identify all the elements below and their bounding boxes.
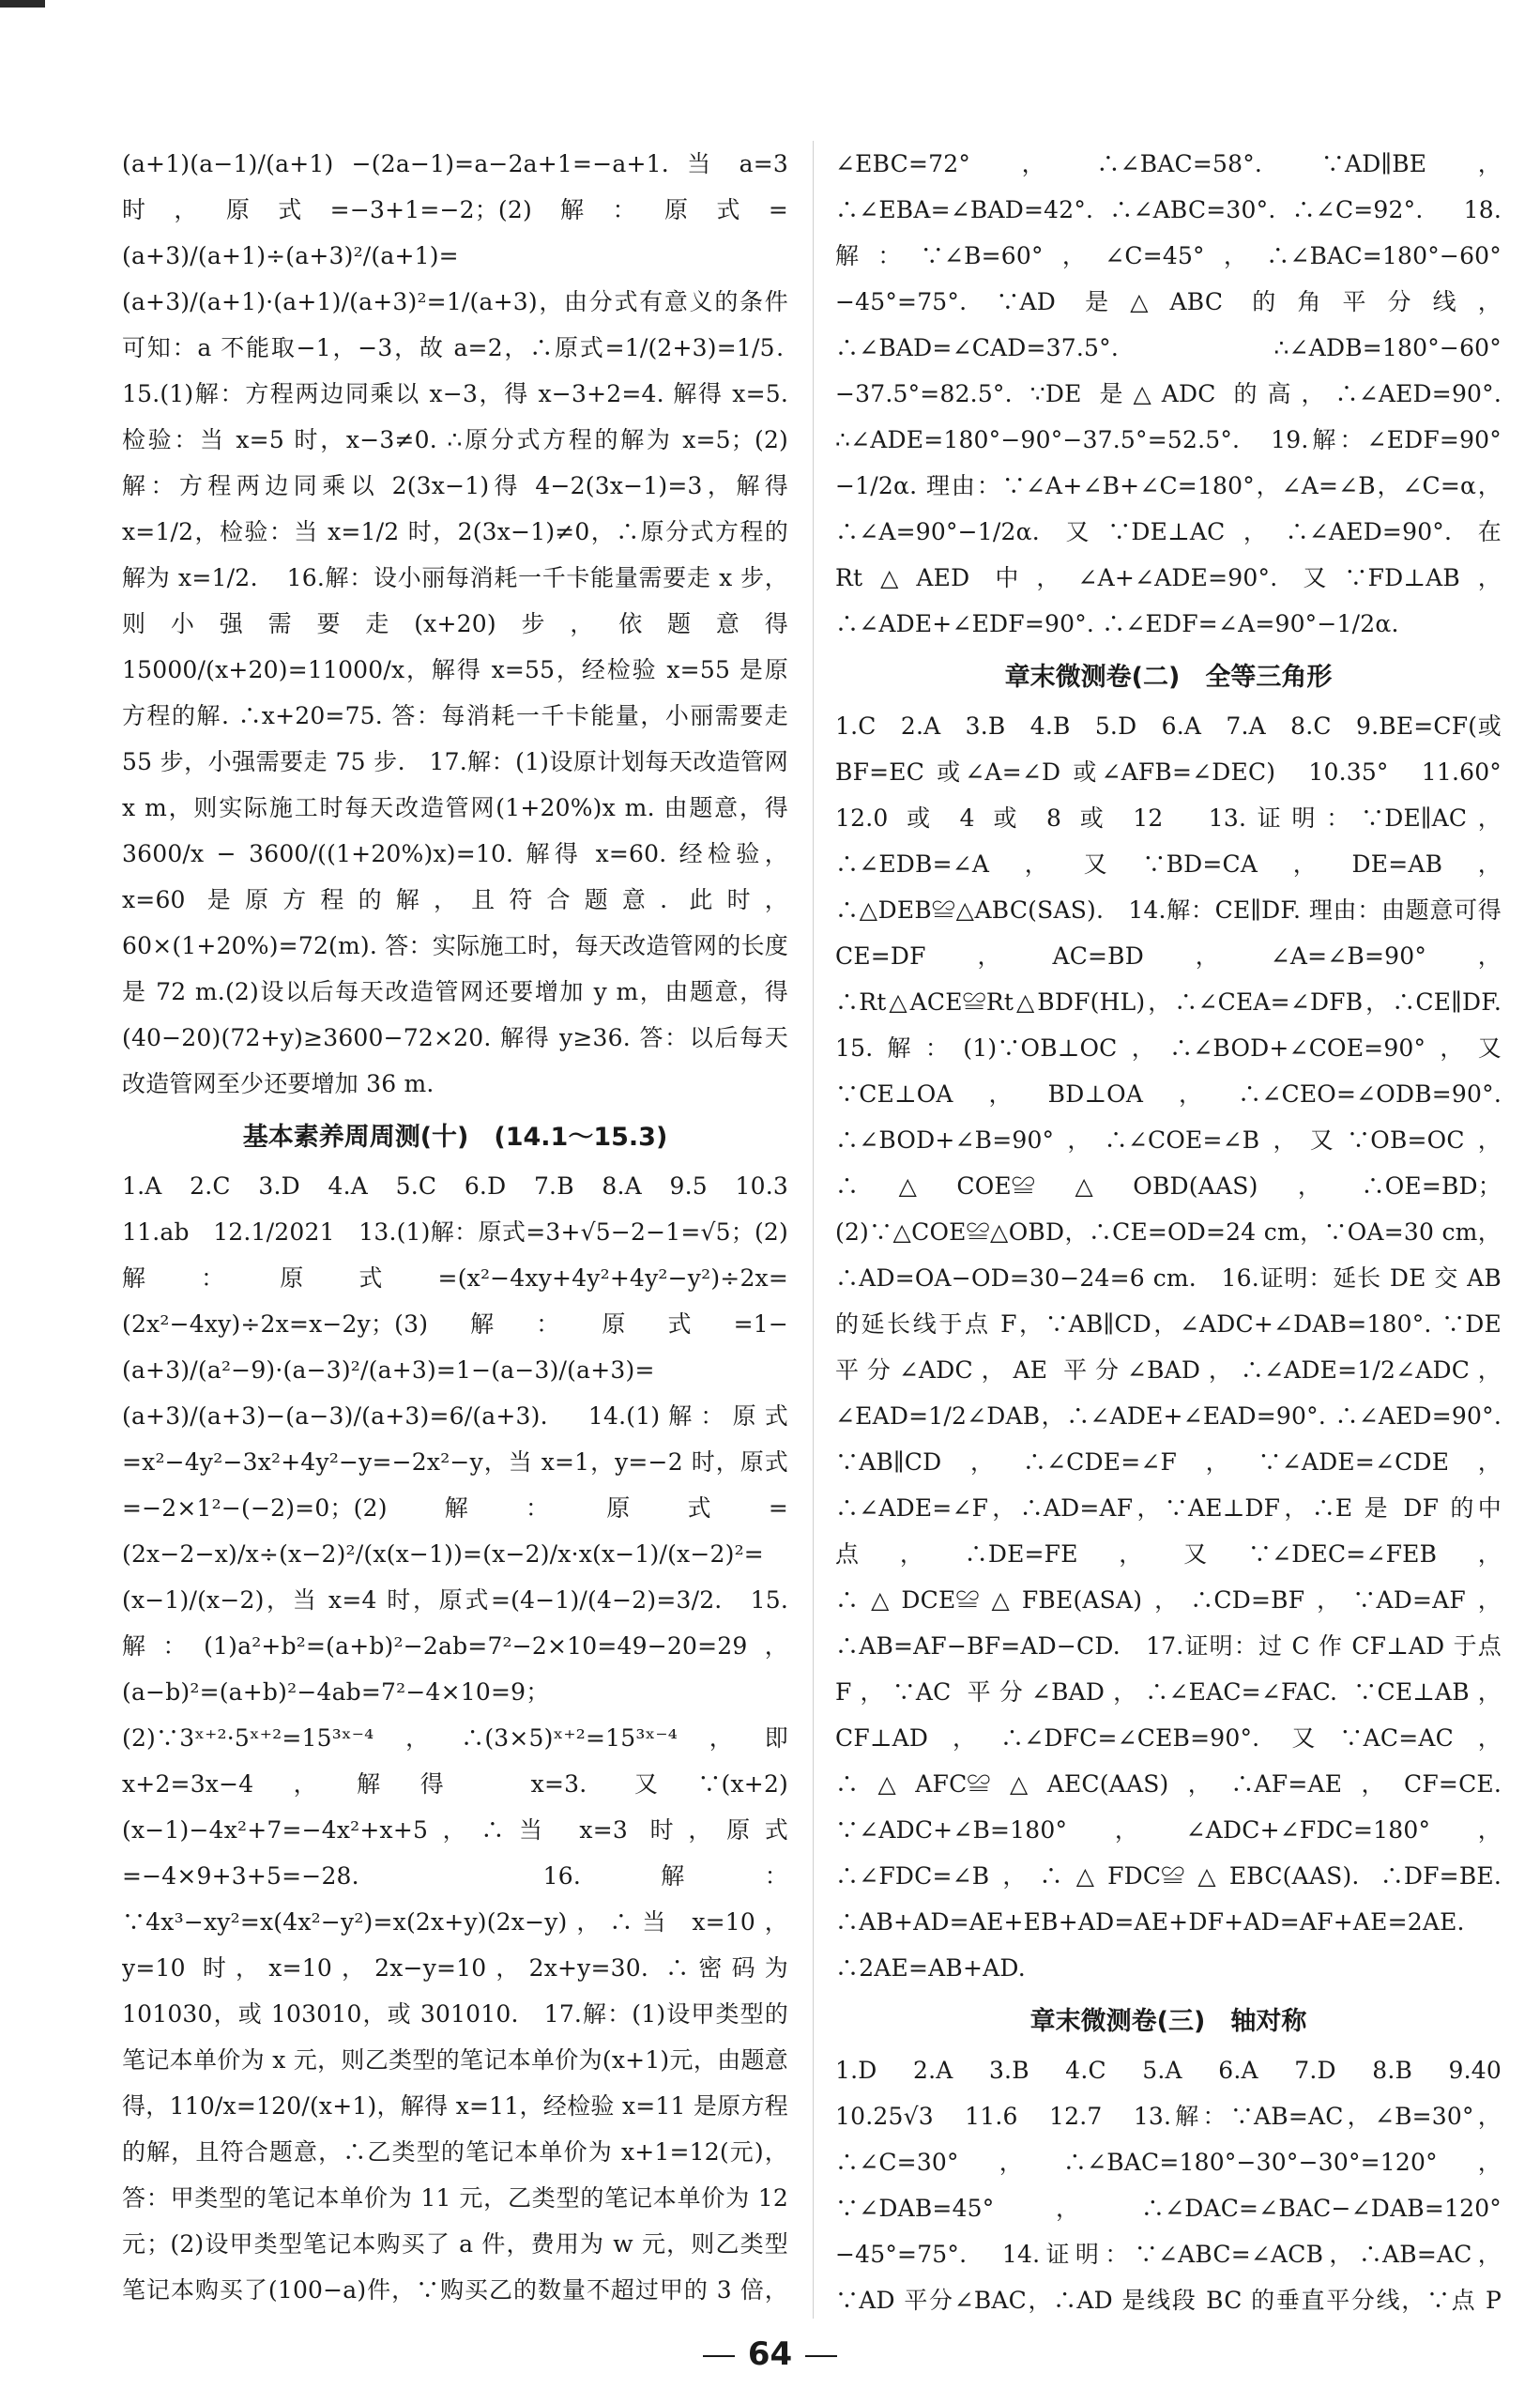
left-para-2: 1.A 2.C 3.D 4.A 5.C 6.D 7.B 8.A 9.5 10.3 11.ab 12.1/2021 13.(1)解：原式=3+√5−2−1=√5；(2)解：原式=(x²−4xy+4y²+4y²−y²)÷2x=(2x²−4xy)÷2x=x−2y；(3)解：原式=1−(a+3)/(a²−9)·(a−3)²/(a+3)=1−(a−3)/(a+3)=(a+3)/(a+3)−(a−3)/(a+3)=6/(a+3). 14.(1)解：原式=x²−4y²−3x²+4y²−y=−2x²−y，当 x=1，y=−2 时，原式=−2×1²−(−2)=0；(2)解：原式=(2x−2−x)/x÷(x−2)²/(x(x−1))=(x−2)/x·x(x−1)/(x−2)²=(x−1)/(x−2)，当 x=4 时，原式=(4−1)/(4−2)=3/2. 15.解：(1)a²+b²=(a+b)²−2ab=7²−2×10=49−20=29，(a−b)²=(a+b)²−4ab=7²−4×10=9；(2)∵3ˣ⁺²·5ˣ⁺²=15³ˣ⁻⁴，∴(3×5)ˣ⁺²=15³ˣ⁻⁴，即 x+2=3x−4，解得 x=3. 又∵(x+2)(x−1)−4x²+7=−4x²+x+5，∴当 x=3 时，原式=−4×9+3+5=−28. 16.解：∵4x³−xy²=x(4x²−y²)=x(2x+y)(2x−y)，∴当 x=10，y=10 时，x=10，2x−y=10，2x+y=30. ∴密码为 101030，或 103010，或 301010. 17.解：(1)设甲类型的笔记本单价为 x 元，则乙类型的笔记本单价为(x+1)元，由题意得，110/x=120/(x+1)，解得 x=11，经检验 x=11 是原方程的解，且符合题意，∴乙类型的笔记本单价为 x+1=12(元)，答：甲类型的笔记本单价为 11 元，乙类型的笔记本单价为 12 元；(2)设甲类型笔记本购买了 a 件，费用为 w 元，则乙类型笔记本购买了(100−a)件，∵购买乙的数量不超过甲的 3 倍， [122, 1172, 788, 2304]
right-para-3: 1.D 2.A 3.B 4.C 5.A 6.A 7.D 8.B 9.40 10.25√3 11.6 12.7 13.解：∵AB=AC，∠B=30°，∴∠C=30°，∴∠BAC=180°−30°−30°=120°，∵∠DAB=45°，∴∠DAC=∠BAC−∠DAB=120°−45°=75°. 14.证明：∵∠ABC=∠ACB，∴AB=AC，∵AD 平分∠BAC，∴AD 是线段 BC 的垂直平分线，∵点 P [835, 2057, 1502, 2314]
right-heading-1: 章末微测卷(二) 全等三角形 [1004, 663, 1333, 692]
top-corner-bar [0, 0, 45, 8]
page-number-value: 64 [747, 2335, 793, 2373]
right-heading-2: 章末微测卷(三) 轴对称 [1029, 2007, 1307, 2036]
page-number-left-dash [703, 2355, 735, 2357]
right-para-2: 1.C 2.A 3.B 4.B 5.D 6.A 7.A 8.C 9.BE=CF(或 BF=EC 或∠A=∠D 或∠AFB=∠DEC) 10.35° 11.60° 12.0 或 4 或 8 或 12 13.证明：∵DE∥AC，∴∠EDB=∠A，又∵BD=CA，DE=AB，∴△DEB≌△ABC(SAS). 14.解：CE∥DF. 理由：由题意可得 CE=DF，AC=BD，∠A=∠B=90°，∴Rt△ACE≌Rt△BDF(HL)，∴∠CEA=∠DFB，∴CE∥DF. 15.解：(1)∵OB⊥OC，∴∠BOD+∠COE=90°，又∵CE⊥OA，BD⊥OA，∴∠CEO=∠ODB=90°. ∴∠BOD+∠B=90°，∴∠COE=∠B，又∵OB=OC，∴△COE≌△OBD(AAS)，∴OE=BD；(2)∵△COE≌△OBD，∴CE=OD=24 cm，∵OA=30 cm，∴AD=OA−OD=30−24=6 cm. 16.证明：延长 DE 交 AB 的延长线于点 F，∵AB∥CD，∠ADC+∠DAB=180°. ∵DE 平分∠ADC，AE 平分∠BAD，∴∠ADE=1/2∠ADC，∠EAD=1/2∠DAB，∴∠ADE+∠EAD=90°. ∴∠AED=90°. ∵AB∥CD，∴∠CDE=∠F，∵∠ADE=∠CDE，∴∠ADE=∠F，∴AD=AF，∵AE⊥DF，∴E 是 DF 的中点，∴DE=FE，又∵∠DEC=∠FEB，∴△DCE≌△FBE(ASA)，∴CD=BF，∵AD=AF，∴AB=AF−BF=AD−CD. 17.证明：过 C 作 CF⊥AD 于点 F，∵AC 平分∠BAD，∴∠EAC=∠FAC. ∵CE⊥AB，CF⊥AD，∴∠DFC=∠CEB=90°. 又∵AC=AC，∴△AFC≌△AEC(AAS)，∴AF=AE，CF=CE. ∵∠ADC+∠B=180°，∠ADC+∠FDC=180°，∴∠FDC=∠B，∴△FDC≌△EBC(AAS). ∴DF=BE. ∴AB+AD=AE+EB+AD=AE+DF+AD=AF+AE=2AE. ∴2AE=AB+AD. [835, 712, 1502, 1982]
left-para-1: (a+1)(a−1)/(a+1) −(2a−1)=a−2a+1=−a+1. 当 a=3 时，原式=−3+1=−2；(2)解：原式=(a+3)/(a+1)÷(a+3)²/(a+1)=(a+3)/(a+1)·(a+1)/(a+3)²=1/(a+3)，由分式有意义的条件可知：a 不能取−1，−3，故 a=2，∴原式=1/(2+3)=1/5． 15.(1)解：方程两边同乘以 x−3，得 x−3+2=4. 解得 x=5. 检验：当 x=5 时，x−3≠0. ∴原分式方程的解为 x=5；(2)解：方程两边同乘以 2(3x−1)得 4−2(3x−1)=3，解得 x=1/2，检验：当 x=1/2 时，2(3x−1)≠0，∴原分式方程的解为 x=1/2． 16.解：设小丽每消耗一千卡能量需要走 x 步，则小强需要走(x+20)步，依题意得 15000/(x+20)=11000/x，解得 x=55，经检验 x=55 是原方程的解. ∴x+20=75. 答：每消耗一千卡能量，小丽需要走 55 步，小强需要走 75 步. 17.解：(1)设原计划每天改造管网 x m，则实际施工时每天改造管网(1+20%)x m. 由题意，得 3600/x − 3600/((1+20%)x)=10. 解得 x=60. 经检验，x=60 是原方程的解，且符合题意. 此时，60×(1+20%)=72(m). 答：实际施工时，每天改造管网的长度是 72 m.(2)设以后每天改造管网还要增加 y m，由题意，得(40−20)(72+y)≥3600−72×20. 解得 y≥36. 答：以后每天改造管网至少还要增加 36 m. [122, 150, 788, 1097]
left-heading-1: 基本素养周周测(十) (14.1～15.3) [242, 1123, 668, 1152]
right-column [835, 141, 1502, 2319]
page-number-right-dash [805, 2355, 837, 2357]
right-para-1: ∠EBC=72°，∴∠BAC=58°. ∵AD∥BE，∴∠EBA=∠BAD=42°. ∴∠ABC=30°. ∴∠C=92°. 18.解：∵∠B=60°，∠C=45°，∴∠BAC=180°−60°−45°=75°. ∵AD 是△ABC 的角平分线，∴∠BAD=∠CAD=37.5°. ∴∠ADB=180°−60°−37.5°=82.5°. ∵DE 是△ADC 的高，∴∠AED=90°. ∴∠ADE=180°−90°−37.5°=52.5°. 19.解：∠EDF=90°−1/2α. 理由：∵∠A+∠B+∠C=180°，∠A=∠B，∠C=α，∴∠A=90°−1/2α. 又∵DE⊥AC，∴∠AED=90°. 在 Rt△AED 中，∠A+∠ADE=90°. 又∵FD⊥AB，∴∠ADE+∠EDF=90°. ∴∠EDF=∠A=90°−1/2α. [835, 150, 1502, 637]
left-column [122, 141, 788, 2319]
page-number [0, 2335, 1540, 2373]
column-divider [813, 141, 814, 2319]
